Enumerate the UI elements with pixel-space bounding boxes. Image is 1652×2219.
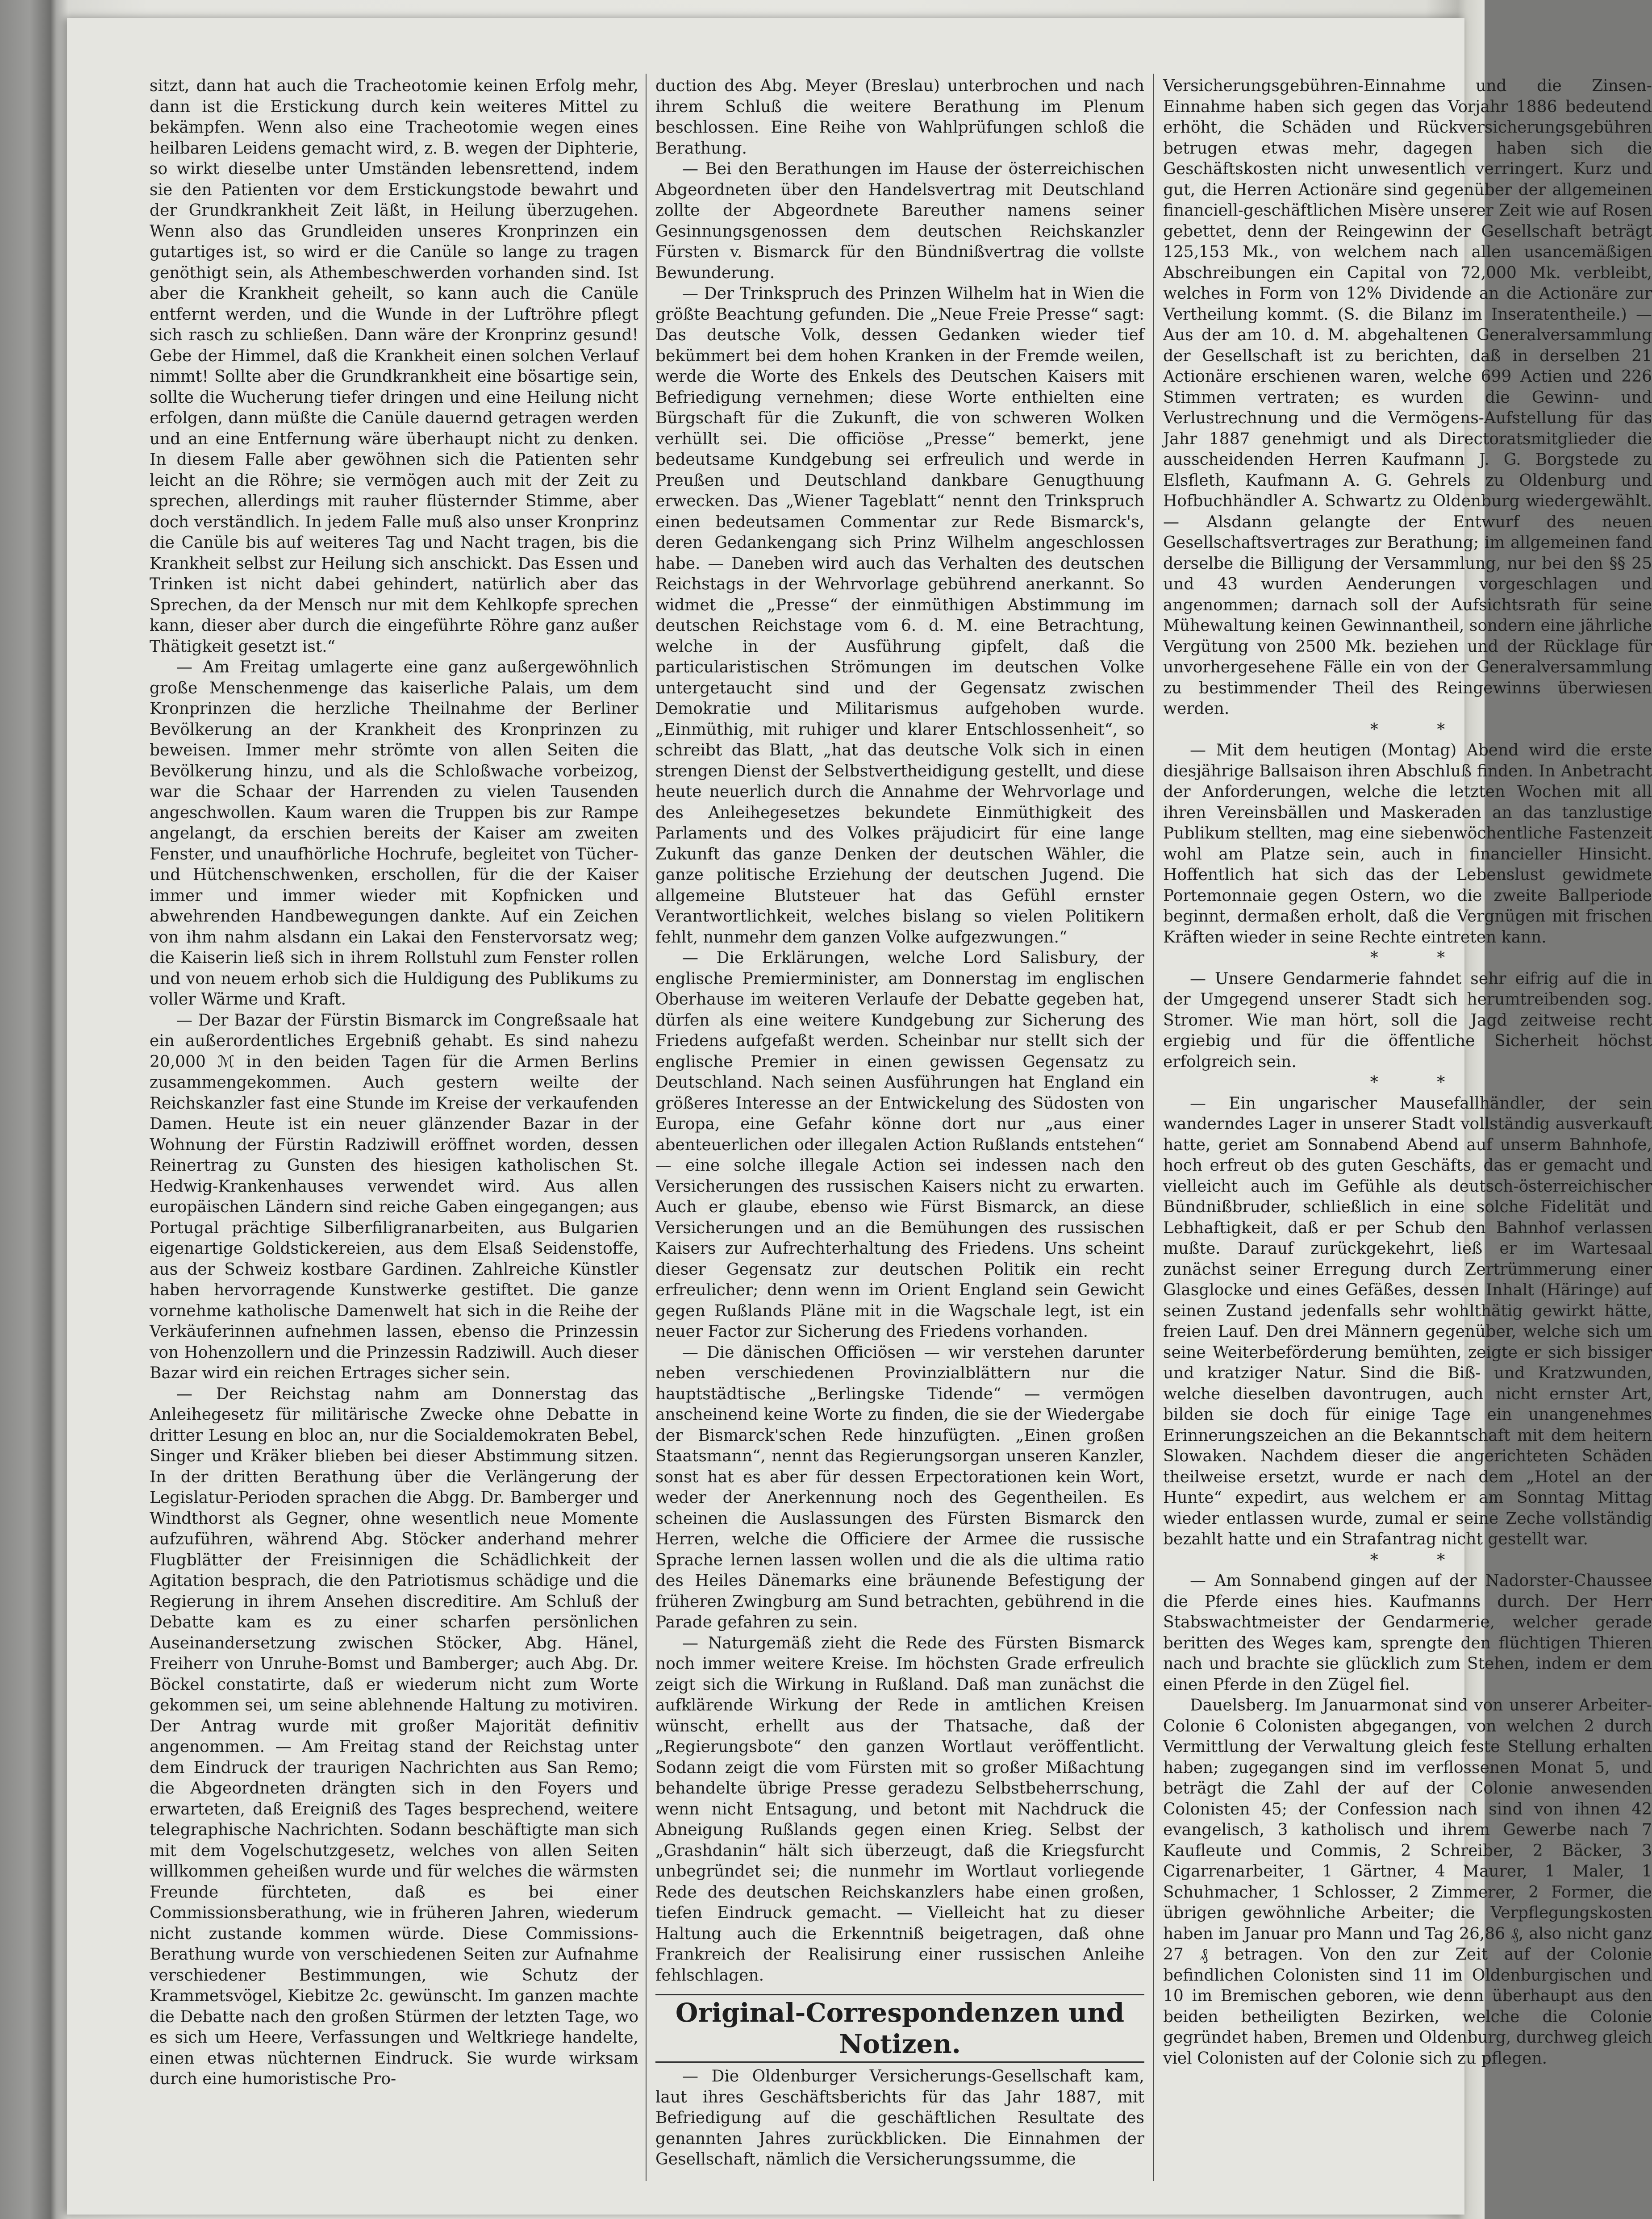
article-paragraph: — Die Erklärungen, welche Lord Salisbury, der englische Premierminister, am Donnerstag im englischen Oberhause im weiteren Verlaufe der Debatte gegeben hat, dürfen als eine weitere Kundgebung zur Sicherung des Friedens aufgefaßt werden. Scheinbar nur stellt sich der englische Premier in einen gewissen Gegensatz zu Deutschland. Nach seinen Ausführungen hat England ein größeres Interesse an der Entwickelung des Südosten von Europa, eine Gefahr könne dort nur „aus einer abenteuerlichen oder illegalen Action Rußlands entstehen“ — eine solche illegale Action sei indessen nach den Versicherungen des russischen Kaisers nicht zu erwarten. Auch er glaube, ebenso wie Fürst Bismarck, an diese Versicherungen und an die Bemühungen des russischen Kaisers zur Aufrechterhaltung des Friedens. Uns scheint dieser Gegensatz zur deutschen Politik ein recht erfreulicher; denn wenn im Orient England sein Gewicht gegen Rußlands Pläne mit in die Wagschale legt, ist ein neuer Factor zur Sicherung des Friedens vorhanden. xyxy=(655,949,1144,1341)
article-paragraph: — Am Sonnabend gingen auf der Nadorster-Chaussee die Pferde eines hies. Kaufmanns durch. Der Herr Stabswachtmeister der Gendarmerie, welcher gerade beritten des Weges kam, sprengte den flüchtigen Thieren nach und brachte sie glücklich zum Stehen, indem er dem einen Pferde in den Zügel fiel. xyxy=(1163,1572,1652,1694)
article-paragraph: Versicherungsgebühren-Einnahme und die Zinsen-Einnahme haben sich gegen das Vorjahr 1886 bedeutend erhöht, die Schäden und Rückversicherungsgebühren betrugen etwas mehr, dagegen haben sich die Geschäftskosten nicht unwesentlich verringert. Kurz und gut, die Herren Actionäre sind gegenüber der allgemeinen financiell-geschäftlichen Misère unserer Zeit wie auf Rosen gebettet, denn der Reingewinn der Gesellschaft beträgt 125,153 Mk., von welchem nach allen usancemäßigen Abschreibungen ein Capital von 72,000 Mk. verbleibt, welches in Form von 12% Dividende an die Actionäre zur Vertheilung kommt. (S. die Bilanz im Inseratentheile.) — Aus der am 10. d. M. abgehaltenen Generalversammlung der Gesellschaft ist zu berichten, daß in derselben 21 Actionäre erschienen waren, welche 699 Actien und 226 Stimmen vertraten; es wurden die Gewinn- und Verlustrechnung und die Vermögens-Aufstellung für das Jahr 1887 genehmigt und als Directoratsmitglieder die ausscheidenden Herren Kaufmann J. G. Borgstede zu Elsfleth, Kaufmann A. G. Gehrels zu Oldenburg und Hofbuchhändler A. Schwartz zu Oldenburg wiedergewählt. — Alsdann gelangte der Entwurf des neuen Gesellschaftsvertrages zur Berathung; im allgemeinen fand derselbe die Billigung der Versammlung, nur bei den §§ 25 und 43 wurden Aenderungen vorgeschlagen und angenommen; darnach soll der Aufsichtsrath für seine Mühewaltung keinen Gewinnantheil, sondern eine jährliche Vergütung von 2500 Mk. beziehen und der Rücklage für unvorhergesehene Fälle ein von der Generalversammlung zu bestimmender Theil des Reingewinns überwiesen werden. xyxy=(1163,77,1652,718)
text-column-3 xyxy=(1163,76,1652,2174)
section-heading: Original-Correspondenzen und Notizen. xyxy=(655,1994,1144,2063)
article-paragraph: — Mit dem heutigen (Montag) Abend wird die erste diesjährige Ballsaison ihren Abschluß finden. In Anbetracht der Anforderungen, welche die letzten Wochen mit all ihren Vereinsbällen und Maskeraden an das tanzlustige Publikum stellten, mag eine siebenwöchentliche Fastenzeit wohl am Platze sein, auch in financieller Hinsicht. Hoffentlich hat sich das der Lebenslust gewidmete Portemonnaie gegen Ostern, wo die zweite Ballperiode beginnt, dermaßen erholt, daß die Vergnügen mit frischen Kräften wieder in seine Rechte eintreten kann. xyxy=(1163,741,1652,947)
article-paragraph: — Am Freitag umlagerte eine ganz außergewöhnlich große Menschenmenge das kaiserliche Palais, um dem Kronprinzen die herzliche Theilnahme der Berliner Bevölkerung an der Krankheit des Kronprinzen zu beweisen. Immer mehr strömte von allen Seiten die Bevölkerung hinzu, und als die Schloßwache vorbeizog, war die Schaar der Harrenden zu vielen Tausenden angeschwollen. Kaum waren die Truppen bis zur Rampe angelangt, da erschien bereits der Kaiser am zweiten Fenster, und unaufhörliche Hochrufe, begleitet von Tücher- und Hütchenschwenken, erschollen, für die der Kaiser immer und immer wieder mit Kopfnicken und abwehrenden Handbewegungen dankte. Auf ein Zeichen von ihm nahm alsdann ein Lakai den Fenstervorsatz weg; die Kaiserin ließ sich in ihrem Rollstuhl zum Fenster rollen und von neuem erhob sich die Huldigung des Publikums zu voller Wärme und Kraft. xyxy=(150,658,638,1009)
section-separator: * * xyxy=(1370,720,1472,739)
section-separator: * * xyxy=(1370,1551,1472,1569)
article-paragraph: — Die dänischen Officiösen — wir verstehen darunter neben verschiedenen Provinzialblättern nur die hauptstädtische „Berlingske Tidende“ — vermögen anscheinend keine Worte zu finden, die sie der Wiedergabe der Bismarck'schen Rede hinzufügten. „Einen großen Staatsmann“, nennt das Regierungsorgan unseren Kanzler, sonst hat es aber für dessen Erpectorationen kein Wort, weder der Anerkennung noch des Gegentheilen. Es scheinen die Auslassungen des Fürsten Bismarck den Herren, welche die Officiere der Armee die russische Sprache lernen lassen wollen und die als die ultima ratio des Heiles Dänemarks eine bräunende Befestigung der früheren Zwingburg am Sund betrachten, gebührend in die Parade gefahren zu sein. xyxy=(655,1343,1144,1631)
article-paragraph: — Ein ungarischer Mausefallhändler, der sein wanderndes Lager in unserer Stadt vollständig ausverkauft hatte, geriet am Sonnabend Abend auf unserm Bahnhofe, hoch erfreut ob des guten Geschäfts, das er gemacht und vielleicht auch im Gefühle als deutsch-österreichischer Bündnißbruder, schließlich in eine solche Fidelität und Lebhaftigkeit, daß er per Schub den Bahnhof verlassen mußte. Darauf zurückgekehrt, ließ er im Wartesaal zunächst seiner Erregung durch Zertrümmerung einer Glasglocke und eines Gefäßes, dessen Inhalt (Häringe) auf seinen Zustand jedenfalls sehr wohlthätig gewirkt hätte, freien Lauf. Den drei Männern gegenüber, welche sich um seine Weiterbeförderung bemühten, zeigte er sich bissiger und kratziger Natur. Sind die Biß- und Kratzwunden, welche dieselben davontrugen, auch nicht ernster Art, bilden sie doch für einige Tage ein unangenehmes Erinnerungszeichen an die Bekanntschaft mit dem heitern Slowaken. Nachdem dieser die angerichteten Schäden theilweise ersetzt, wurde er nach dem „Hotel an der Hunte“ expedirt, aus welchem er am Sonntag Mittag wieder entlassen wurde, zumal er seine Zeche vollständig bezahlt hatte und ein Strafantrag nicht gestellt war. xyxy=(1163,1094,1652,1548)
article-paragraph: — Der Bazar der Fürstin Bismarck im Congreßsaale hat ein außerordentliches Ergebniß gehabt. Es sind nahezu 20,000 ℳ in den beiden Tagen für die Armen Berlins zusammengekommen. Auch gestern weilte der Reichskanzler fast eine Stunde im Kreise der verkaufenden Damen. Heute ist ein neuer glänzender Bazar in der Wohnung der Fürstin Radziwill eröffnet worden, dessen Reinertrag zu Gunsten des hiesigen katholischen St. Hedwig-Krankenhauses verwendet wird. Aus allen europäischen Ländern sind reiche Gaben eingegangen; aus Portugal prächtige Silberfiligranarbeiten, aus Bulgarien eigenartige Goldstickereien, aus dem Elsaß Seidenstoffe, aus der Schweiz kostbare Gardinen. Zahlreiche Künstler haben hervorragende Kunstwerke gestiftet. Die ganze vornehme katholische Damenwelt hat sich in die Reihe der Verkäuferinnen aufnehmen lassen, ebenso die Prinzessin von Hohenzollern und die Prinzessin Radziwill. Auch dieser Bazar wird ein reichen Ertrages sicher sein. xyxy=(150,1011,638,1382)
column-rule xyxy=(646,74,647,2181)
article-paragraph: — Unsere Gendarmerie fahndet sehr eifrig auf die in der Umgegend unserer Stadt sich herumtreibenden sog. Stromer. Wie man hört, soll die Jagd zeitweise recht ergiebig und für die öffentliche Sicherheit höchst erfolgreich sein. xyxy=(1163,969,1652,1071)
article-paragraph: — Der Reichstag nahm am Donnerstag das Anleihegesetz für militärische Zwecke ohne Debatte in dritter Lesung en bloc an, nur die Socialdemokraten Bebel, Singer und Kräker blieben bei dieser Abstimmung sitzen. In der dritten Berathung über die Verlängerung der Legislatur-Perioden sprachen die Abgg. Dr. Bamberger und Windthorst als Gegner, ohne wesentlich neue Momente aufzuführen, während Abg. Stöcker anderhand mehrer Flugblätter der Freisinnigen die Schädlichkeit der Agitation besprach, die den Patriotismus schädige und die Regierung in ihrem Ansehen discreditire. Am Schluß der Debatte kam es zu einer scharfen persönlichen Auseinandersetzung zwischen Stöcker, Abg. Hänel, Freiherr von Unruhe-Bomst und Bamberger; auch Abg. Dr. Böckel constatirte, daß er wiederum nicht zum Worte gekommen sei, um seine ablehnende Haltung zu motiviren. Der Antrag wurde mit großer Majorität definitiv angenommen. — Am Freitag stand der Reichstag unter dem Eindruck der traurigen Nachrichten aus San Remo; die Abgeordneten drängten sich in den Foyers und erwarteten, daß Ereigniß des Tages besprechend, weitere telegraphische Nachrichten. Sodann beschäftigte man sich mit dem Vogelschutzgesetz, welches von allen Seiten willkommen geheißen wurde und für welches die wärmsten Freunde fürchteten, daß es bei einer Commissionsberathung, wie in früheren Jahren, wiederum nicht zustande kommen würde. Diese Commissions-Berathung wurde von verschiedenen Seiten zur Aufnahme verschiedener Bestimmungen, wie Schutz der Krammetsvögel, Kiebitze 2c. gewünscht. Im ganzen machte die Debatte nach den großen Stürmen der letzten Tage, wo es sich um Heere, Verfassungen und Weltkriege handelte, einen etwas nüchternen Eindruck. Sie wurde wirksam durch eine humoristische Pro- xyxy=(150,1385,638,2088)
article-paragraph: — Naturgemäß zieht die Rede des Fürsten Bismarck noch immer weitere Kreise. Im höchsten Grade erfreulich zeigt sich die Wirkung in Rußland. Daß man zunächst die aufklärende Wirkung der Rede in amtlichen Kreisen wünscht, erhellt aus der Thatsache, daß der „Regierungsbote“ den ganzen Wortlaut veröffentlicht. Sodann zeigt die vom Fürsten mit so großer Mißachtung behandelte übrige Presse geradezu Selbstbeherrschung, wenn nicht Entsagung, und betont mit Nachdruck die Abneigung Rußlands gegen einen Krieg. Selbst der „Grashdanin“ hält sich überzeugt, daß die Kriegsfurcht unbegründet sei; die nunmehr im Wortlaut vorliegende Rede des deutschen Reichskanzlers habe einen großen, tiefen Eindruck gemacht. — Vielleicht hat zu dieser Haltung auch die Erkenntniß beigetragen, daß ohne Frankreich der Realisirung einer russischen Anleihe fehlschlagen. xyxy=(655,1634,1144,1985)
text-column-2 xyxy=(655,76,1144,2174)
section-separator: * * xyxy=(1370,1073,1472,1092)
article-paragraph: sitzt, dann hat auch die Tracheotomie keinen Erfolg mehr, dann ist die Erstickung durch kein weiteres Mittel zu bekämpfen. Wenn also eine Tracheotomie wegen eines heilbaren Leidens gemacht wird, z. B. wegen der Diphterie, so wirkt dieselbe unter Umständen lebensrettend, indem sie den Patienten vor dem Erstickungstode bewahrt und der Grundkrankheit Zeit läßt, in Heilung überzugehen. Wenn also das Grundleiden unseres Kronprinzen ein gutartiges ist, so wird er die Canüle so lange zu tragen genöthigt sein, als Athembeschwerden vorhanden sind. Ist aber die Krankheit geheilt, so kann auch die Canüle entfernt werden, und die Wunde in der Luftröhre pflegt sich rasch zu schließen. Dann wäre der Kronprinz gesund! Gebe der Himmel, daß die Krankheit einen solchen Verlauf nimmt! Sollte aber die Grundkrankheit eine bösartige sein, sollte die Wucherung tiefer dringen und eine Heilung nicht erfolgen, dann müßte die Canüle dauernd getragen werden und an eine Entfernung wäre überhaupt nicht zu denken. In diesem Falle aber gewöhnen sich die Patienten sehr leicht an die Röhre; sie vermögen auch mit der Zeit zu sprechen, allerdings mit rauher flüsternder Stimme, aber doch verständlich. In jedem Falle muß also unser Kronprinz die Canüle bis auf weiteres Tag und Nacht tragen, bis die Krankheit selbst zur Heilung sich anschickt. Das Essen und Trinken ist nicht dabei gehindert, natürlich aber das Sprechen, da der Mensch nur mit dem Kehlkopfe sprechen kann, dieser aber durch die eingeführte Röhre ganz außer Thätigkeit gesetzt ist.“ xyxy=(150,77,638,656)
article-paragraph: — Bei den Berathungen im Hause der österreichischen Abgeordneten über den Handelsvertrag mit Deutschland zollte der Abgeordnete Bareuther namens seiner Gesinnungsgenossen dem deutschen Reichskanzler Fürsten v. Bismarck für den Bündnißvertrag die vollste Bewunderung. xyxy=(655,160,1144,282)
section-separator: * * xyxy=(1370,949,1472,967)
text-column-1 xyxy=(150,76,638,2174)
column-rule xyxy=(1153,74,1154,2181)
article-paragraph: Dauelsberg. Im Januarmonat sind von unserer Arbeiter-Colonie 6 Colonisten abgegangen, von welchen 2 durch Vermittlung der Verwaltung gleich feste Stellung erhalten haben; zugegangen sind im verflossenen Monat 5, und beträgt die Zahl der auf der Colonie anwesenden Colonisten 45; der Confession nach sind von ihnen 42 evangelisch, 3 katholisch und ihrem Gewerbe nach 7 Kaufleute und Commis, 2 Schreiber, 2 Bäcker, 3 Cigarrenarbeiter, 1 Gärtner, 4 Maurer, 1 Maler, 1 Schuhmacher, 1 Schlosser, 2 Zimmerer, 2 Former, die übrigen gewöhnliche Arbeiter; die Verpflegungskosten haben im Januar pro Mann und Tag 26,86 ₰, also nicht ganz 27 ₰ betragen. Von den zur Zeit auf der Colonie befindlichen Colonisten sind 11 im Oldenburgischen und 10 im Bremischen geboren, wie denn überhaupt aus den beiden betheiligten Bezirken, welche die Colonie gegründet haben, Bremen und Oldenburg, durchweg gleich viel Colonisten auf der Colonie sich zu pflegen. xyxy=(1163,1696,1652,2068)
article-paragraph: duction des Abg. Meyer (Breslau) unterbrochen und nach ihrem Schluß die weitere Berathung im Plenum beschlossen. Eine Reihe von Wahlprüfungen schloß die Berathung. xyxy=(655,77,1144,158)
newspaper-page xyxy=(67,18,1652,2215)
article-paragraph: — Der Trinkspruch des Prinzen Wilhelm hat in Wien die größte Beachtung gefunden. Die „Neue Freie Presse“ sagt: Das deutsche Volk, dessen Gedanken wieder tief bekümmert bei dem hohen Kranken in der Fremde weilen, werde die Worte des Enkels des Deutschen Kaisers mit Befriedigung vernehmen; diese Worte enthielten eine Bürgschaft für die Zukunft, die von schweren Wolken verhüllt sei. Die officiöse „Presse“ bemerkt, jene bedeutsame Kundgebung sei erfreulich und werde in Preußen und Deutschland dankbare Genugthuung erwecken. Das „Wiener Tageblatt“ nennt den Trinkspruch einen bedeutsamen Commentar zur Rede Bismarck's, deren Gedankengang sich Prinz Wilhelm angeschlossen habe. — Daneben wird auch das Verhalten des deutschen Reichstags in der Wehrvorlage gebührend anerkannt. So widmet die „Presse“ der einmüthigen Abstimmung im deutschen Reichstage vom 6. d. M. eine Betrachtung, welche in der Ausführung gipfelt, daß die particularistischen Strömungen im deutschen Volke untergetaucht sind und der Gegensatz zwischen Demokratie und Militarismus aufgehoben wurde. „Einmüthig, mit ruhiger und klarer Entschlossenheit“, so schreibt das Blatt, „hat das deutsche Volk sich in einen strengen Dienst der Selbstvertheidigung gestellt, und diese heute neuerlich durch die Annahme der Wehrvorlage und des Anleihegesetzes bekundete Einmüthigkeit des Parlaments und des Volkes präjudicirt für eine lange Zukunft das ganze Denken der deutschen Wähler, die ganze politische Erziehung der deutschen Jugend. Die allgemeine Blutsteuer hat das Gefühl ernster Verantwortlichkeit, welches bislang so vielen Politikern fehlt, nunmehr dem ganzen Volke aufgezwungen.“ xyxy=(655,284,1144,947)
article-paragraph: — Die Oldenburger Versicherungs-Gesellschaft kam, laut ihres Geschäftsberichts für das Jahr 1887, mit Befriedigung auf die geschäftlichen Resultate des genannten Jahres zurückblicken. Die Einnahmen der Gesellschaft, nämlich die Versicherungssumme, die xyxy=(655,2067,1144,2169)
